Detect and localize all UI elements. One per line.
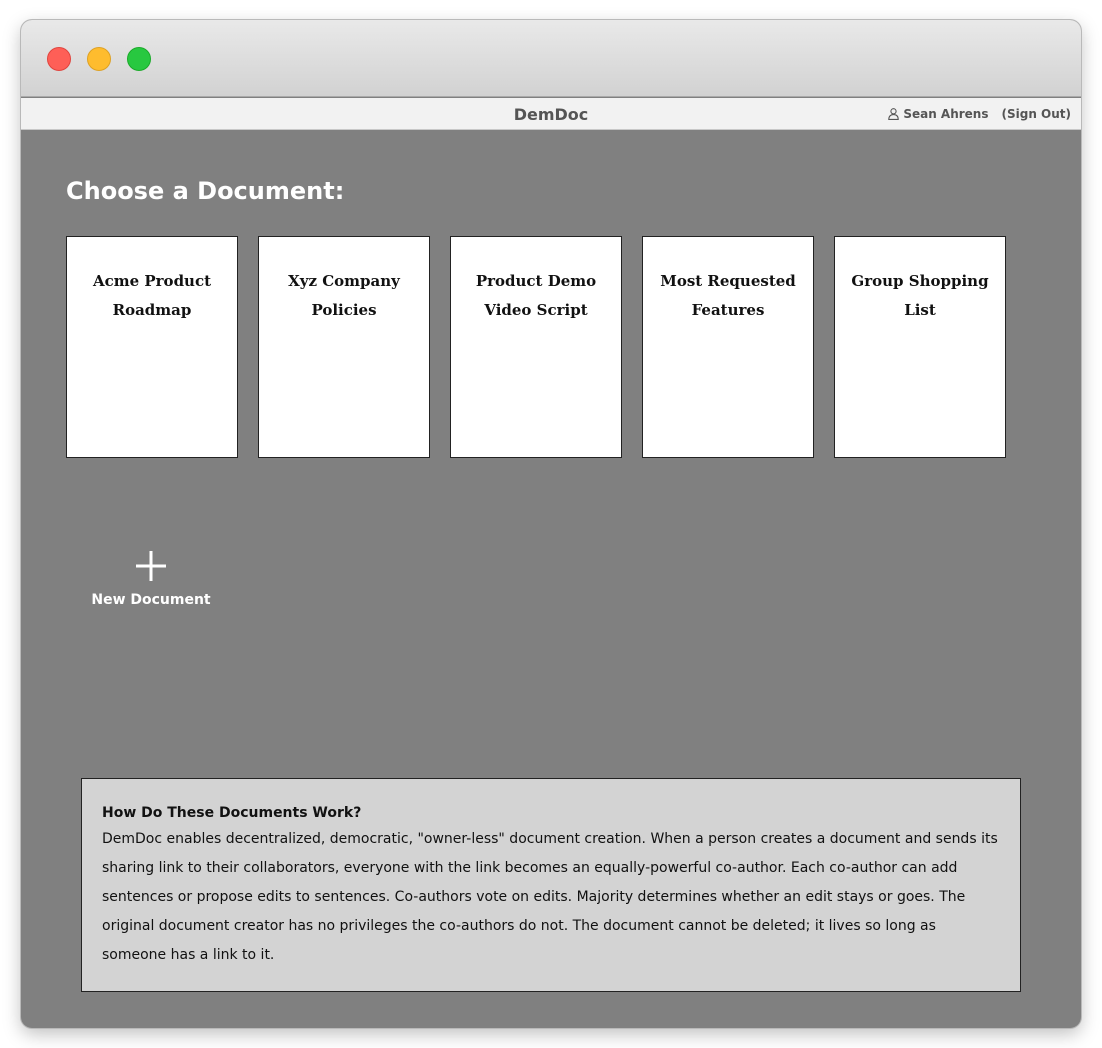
document-card[interactable] [642,236,814,458]
document-title: Product Demo Video Script [475,272,597,319]
sign-out-link[interactable]: (Sign Out) [1001,107,1071,121]
document-card[interactable] [450,236,622,458]
info-title: How Do These Documents Work? [102,805,362,821]
app-header [21,98,1081,130]
plus-icon[interactable] [135,550,167,582]
maximize-window-button[interactable] [127,47,151,71]
document-card[interactable] [834,236,1006,458]
user-icon [888,108,899,120]
document-title: Group Shopping List [851,272,989,319]
user-name: Sean Ahrens [903,107,989,121]
info-panel [81,778,1021,992]
window-titlebar[interactable] [21,20,1081,97]
new-document-button[interactable] [86,550,216,608]
info-body: DemDoc enables decentralized, democratic, "owner-less" document creation. When a person creates a document and sends its sharing link to their collaborators, everyone with the link becomes an equally-powerful co-author. Each co-author can add sentences or propose edits to sentences. Co-authors vote on edits. Majority determines whether an edit stays or goes. The original document creator has no privileges the co-authors do not. The document cannot be deleted; it lives so long as someone has a link to it. [102,831,998,963]
app-window [21,20,1081,1028]
document-title: Most Requested Features [660,272,796,319]
user-area [888,107,1071,121]
close-window-button[interactable] [47,47,71,71]
document-card[interactable] [66,236,238,458]
minimize-window-button[interactable] [87,47,111,71]
app-title: DemDoc [513,105,589,124]
page-title: Choose a Document: [66,177,345,205]
document-title: Xyz Company Policies [288,272,400,319]
new-document-label[interactable]: New Document [91,592,211,608]
document-title: Acme Product Roadmap [92,272,212,319]
document-card[interactable] [258,236,430,458]
main-content [21,130,1081,1028]
